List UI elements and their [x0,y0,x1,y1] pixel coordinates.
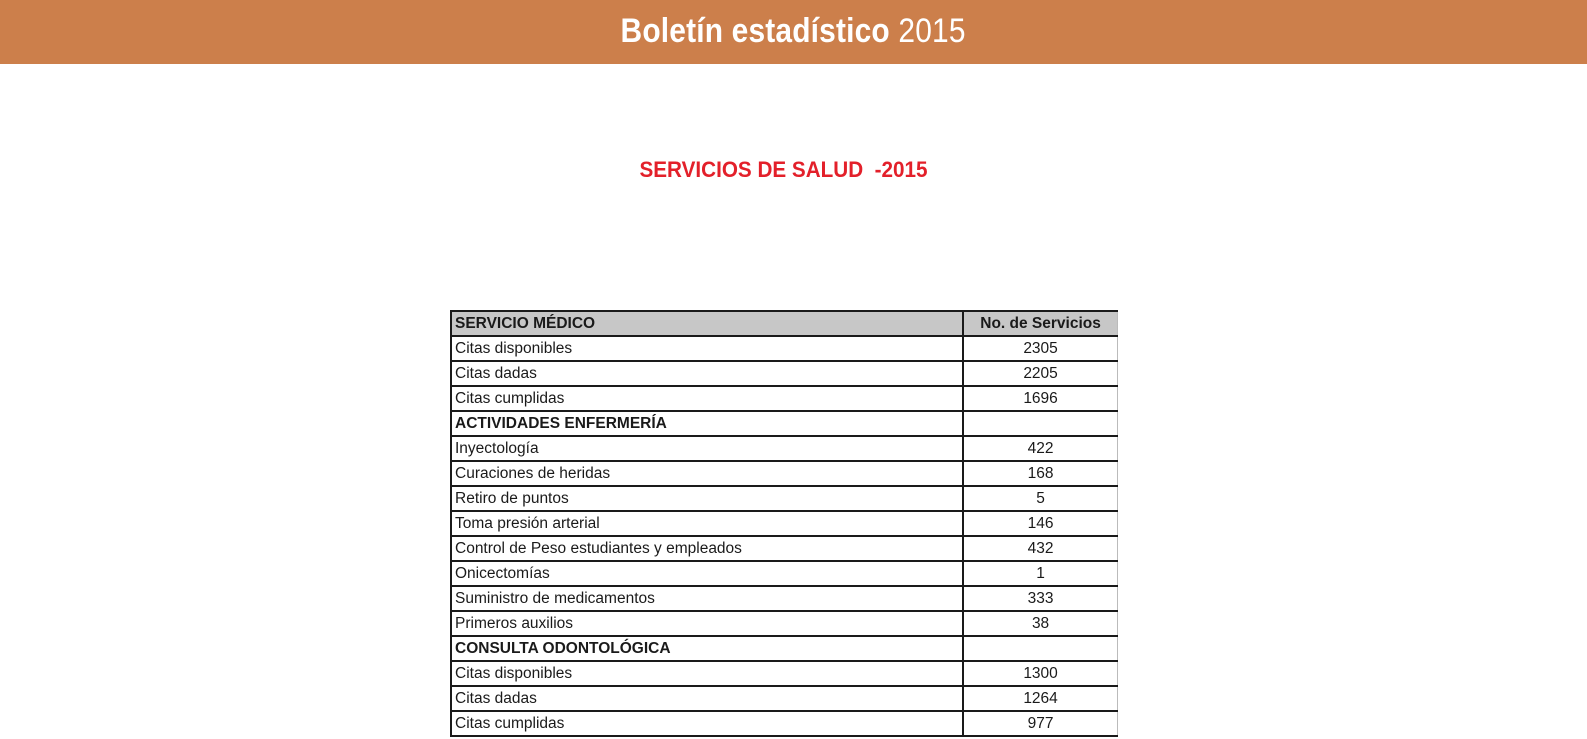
section-title: SERVICIOS DE SALUD -2015 [639,157,928,182]
table-section-row [451,411,1118,436]
row-value: 1264 [963,686,1117,711]
row-value: 2305 [963,336,1117,361]
row-label: Inyectología [451,436,963,461]
row-label: Citas disponibles [451,336,963,361]
section-value [963,636,1117,661]
table-row [451,486,1118,511]
row-label: Curaciones de heridas [451,461,963,486]
row-value: 977 [963,711,1117,736]
table-row [451,661,1118,686]
bulletin-title [621,12,966,51]
row-label: Retiro de puntos [451,486,963,511]
table-header-row [451,311,1118,336]
row-label: Onicectomías [451,561,963,586]
table-row [451,611,1118,636]
health-services-table-container [450,310,1118,737]
row-label: Citas dadas [451,686,963,711]
row-label: Suministro de medicamentos [451,586,963,611]
table-row [451,536,1118,561]
table-row [451,336,1118,361]
row-value: 1696 [963,386,1117,411]
table-row [451,511,1118,536]
column-header-count: No. de Servicios [963,311,1117,336]
section-label: CONSULTA ODONTOLÓGICA [451,636,963,661]
table-row [451,361,1118,386]
row-label: Citas dadas [451,361,963,386]
row-label: Primeros auxilios [451,611,963,636]
table-section-row [451,636,1118,661]
row-label: Citas disponibles [451,661,963,686]
section-label: ACTIVIDADES ENFERMERÍA [451,411,963,436]
column-header-service: SERVICIO MÉDICO [451,311,963,336]
row-value: 1300 [963,661,1117,686]
table-row [451,586,1118,611]
row-value: 422 [963,436,1117,461]
row-label: Control de Peso estudiantes y empleados [451,536,963,561]
row-label: Toma presión arterial [451,511,963,536]
row-value: 38 [963,611,1117,636]
row-value: 333 [963,586,1117,611]
header-banner [0,0,1587,64]
row-label: Citas cumplidas [451,386,963,411]
row-value: 432 [963,536,1117,561]
row-value: 168 [963,461,1117,486]
row-label: Citas cumplidas [451,711,963,736]
table-row [451,386,1118,411]
table-row [451,561,1118,586]
table-row [451,686,1118,711]
section-value [963,411,1117,436]
health-services-table [450,310,1118,737]
table-row [451,711,1118,736]
table-row [451,436,1118,461]
bulletin-title-text: Boletín estadístico [620,11,891,50]
row-value: 1 [963,561,1117,586]
table-row [451,461,1118,486]
row-value: 2205 [963,361,1117,386]
bulletin-title-year: 2015 [898,11,967,50]
row-value: 146 [963,511,1117,536]
row-value: 5 [963,486,1117,511]
